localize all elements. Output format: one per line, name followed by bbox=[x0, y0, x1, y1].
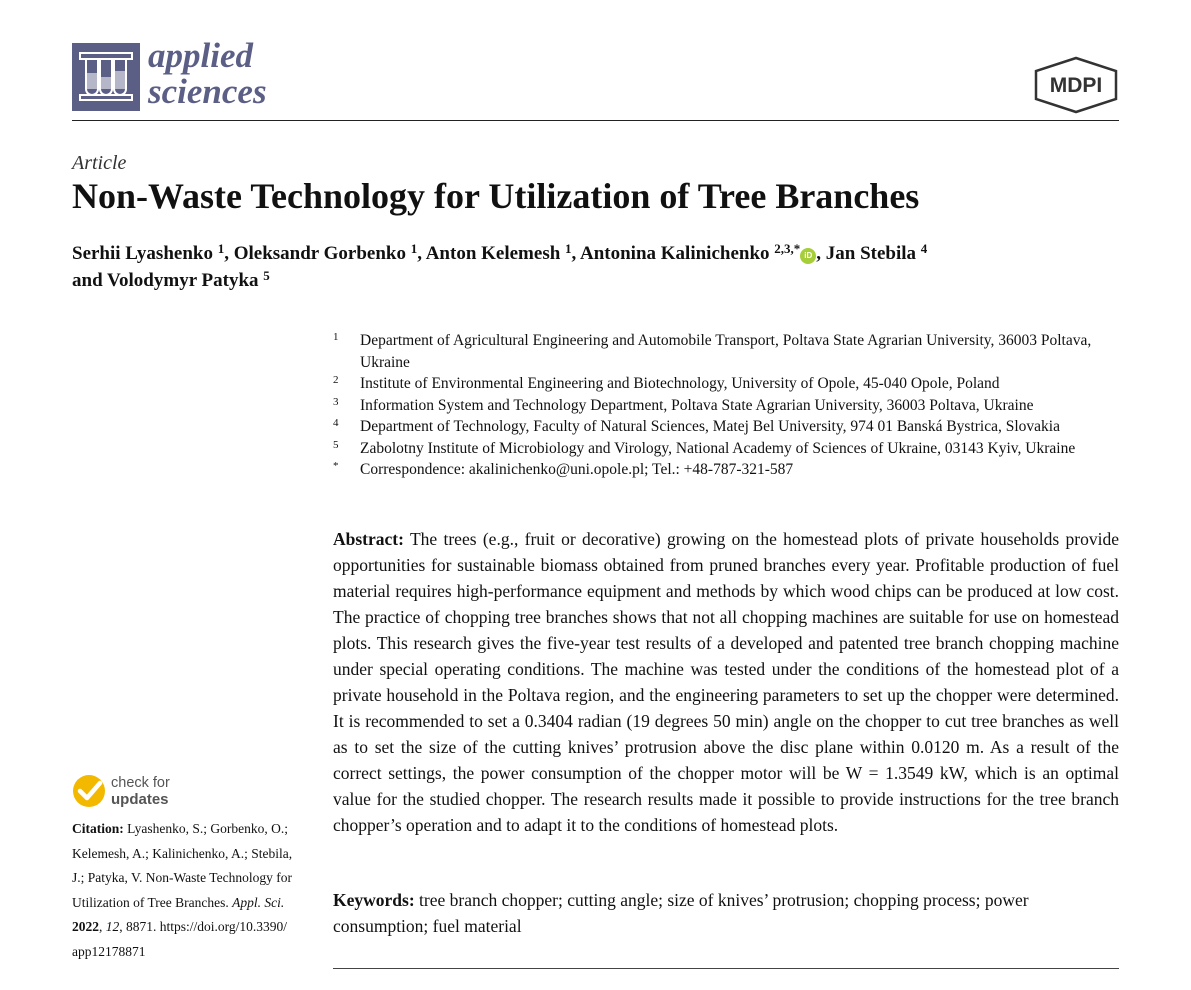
keywords-text: tree branch chopper; cutting angle; size of knives’ protrusion; chopping process; power consumption; fuel material bbox=[333, 890, 1029, 936]
journal-name-line2: sciences bbox=[148, 72, 267, 111]
check-for-updates-button[interactable] bbox=[72, 774, 272, 810]
citation-label: Citation: bbox=[72, 821, 124, 836]
affiliations bbox=[333, 330, 1123, 481]
affiliation-text: Zabolotny Institute of Microbiology and Virology, National Academy of Sciences of Ukraine, 03143 Kyiv, Ukraine bbox=[360, 439, 1076, 457]
affiliation-text: Information System and Technology Department, Poltava State Agrarian University, 36003 Poltava, Ukraine bbox=[360, 396, 1034, 414]
publisher-name: MDPI bbox=[1049, 74, 1103, 97]
keywords bbox=[333, 887, 1119, 939]
citation-pages: 8871. bbox=[126, 919, 157, 934]
affiliation-number: 5 bbox=[333, 438, 339, 451]
check-updates-line1: check for bbox=[111, 775, 170, 791]
check-updates-line2: updates bbox=[111, 791, 169, 808]
author-affiliation-marker: 1 bbox=[410, 241, 418, 256]
header-divider bbox=[72, 120, 1119, 121]
test-tubes-logo-icon bbox=[72, 43, 140, 111]
citation-journal: Appl. Sci. bbox=[232, 894, 285, 910]
affiliation-item bbox=[333, 373, 1123, 395]
affiliation-text[interactable]: Correspondence: akalinichenko@uni.opole.pl; Tel.: +48-787-321-587 bbox=[360, 461, 794, 478]
journal-name-line1: applied bbox=[148, 36, 253, 75]
author-name: Serhii Lyashenko bbox=[72, 243, 213, 264]
affiliation-text: Institute of Environmental Engineering and Biotechnology, University of Opole, 45-040 Opole, Poland bbox=[360, 375, 1000, 392]
article-type: Article bbox=[72, 152, 127, 174]
affiliation-number: * bbox=[333, 460, 339, 472]
abstract-label: Abstract: bbox=[333, 529, 404, 549]
affiliation-number: 2 bbox=[333, 374, 339, 386]
author-name: Anton Kelemesh bbox=[425, 243, 561, 264]
affiliation-number: 1 bbox=[333, 331, 339, 343]
author-affiliation-marker: 1 bbox=[217, 241, 225, 256]
citation-year: 2022 bbox=[72, 919, 99, 934]
journal-name bbox=[148, 38, 267, 110]
author-affiliation-marker: 4 bbox=[920, 241, 928, 256]
affiliation-number: 3 bbox=[333, 395, 339, 408]
author-affiliation-marker: 1 bbox=[565, 241, 572, 256]
affiliation-number: 4 bbox=[333, 417, 339, 429]
keywords-label: Keywords: bbox=[333, 890, 415, 910]
author-affiliation-marker: 5 bbox=[263, 268, 270, 283]
abstract-text: The trees (e.g., fruit or decorative) growing on the homestead plots of private households provide opportunities for sustainable biomass obtained from pruned branches every year. Profitable production of fuel material requires high-performance equipment and methods by which wood chips can be produced at low cost. The practice of chopping tree branches shows that not all chopping machines are suitable for use on homestead plots. This research gives the five-year test results of a developed and patented tree branch chopping machine under special operating conditions. The machine was tested under the conditions of the homestead plot of a private household in the Poltava region, and the engineering parameters to set up the chopper were determined. It is recommended to set a 0.3404 radian (19 degrees 50 min) angle on the chopper to cut tree branches as well as to set the size of the cutting knives’ protrusion above the disc plane within 0.0120 m. As a result of the correct settings, the power consumption of the chopper motor will be W = 1.3549 kW, which is an optimal value for the studied chopper. The research results made it possible to provide instructions for the tree branch chopper’s operation and to adapt it to the conditions of homestead plots. bbox=[333, 529, 1119, 835]
author-name: and Volodymyr Patyka bbox=[72, 270, 259, 291]
journal-logo bbox=[72, 43, 140, 111]
citation-volume: 12 bbox=[105, 919, 120, 934]
author-name: Oleksandr Gorbenko bbox=[233, 243, 406, 264]
author-list: Serhii Lyashenko $^1$, Oleksandr Gorbenko $^1$, Anton Kelemesh $^1$, Antonina Kalinichenko $^{2,3,*}$ iD , Jan Stebila $^4$ and Volodymyr Patyka $^5$ bbox=[72, 241, 928, 291]
paper-title: Non-Waste Technology for Utilization of Tree Branches bbox=[72, 176, 920, 216]
abstract bbox=[333, 526, 1119, 838]
check-updates-icon bbox=[72, 774, 106, 808]
footer-divider bbox=[333, 968, 1119, 969]
affiliation-text: Department of Agricultural Engineering and Automobile Transport, Poltava State Agrarian University, 36003 Poltava, Ukraine bbox=[360, 332, 1092, 371]
affiliation-text: Department of Technology, Faculty of Natural Sciences, Matej Bel University, 974 01 Banská Bystrica, Slovakia bbox=[360, 418, 1060, 435]
citation-text: Lyashenko, S.; Gorbenko, O.; Kelemesh, A.; Kalinichenko, A.; Stebila, J.; Patyka, V. Non-Waste Technology for Utilization of Tree Branches. bbox=[72, 821, 293, 910]
affiliation-item bbox=[333, 395, 1123, 417]
affiliation-item bbox=[333, 330, 1123, 373]
affiliation-item bbox=[333, 416, 1123, 438]
citation: Citation: Lyashenko, S.; Gorbenko, O.; Kelemesh, A.; Kalinichenko, A.; Stebila, J.; Patyka, V. Non-Waste Technology for Utilization of Tree Branches. Appl. Sci. 2022, 12, 8871. https://doi.org/10.3390/ app12178871 bbox=[72, 821, 293, 959]
orcid-icon[interactable]: iD bbox=[800, 248, 816, 264]
author-affiliation-marker: 2,3,* bbox=[774, 241, 801, 256]
publisher-logo bbox=[1033, 56, 1119, 114]
affiliation-item bbox=[333, 459, 1123, 481]
author-name: Antonina Kalinichenko bbox=[579, 243, 770, 264]
author-name: Jan Stebila bbox=[825, 243, 917, 264]
citation-doi-link[interactable]: https://doi.org/10.3390/ app12178871 bbox=[72, 919, 288, 959]
affiliation-item bbox=[333, 438, 1123, 460]
